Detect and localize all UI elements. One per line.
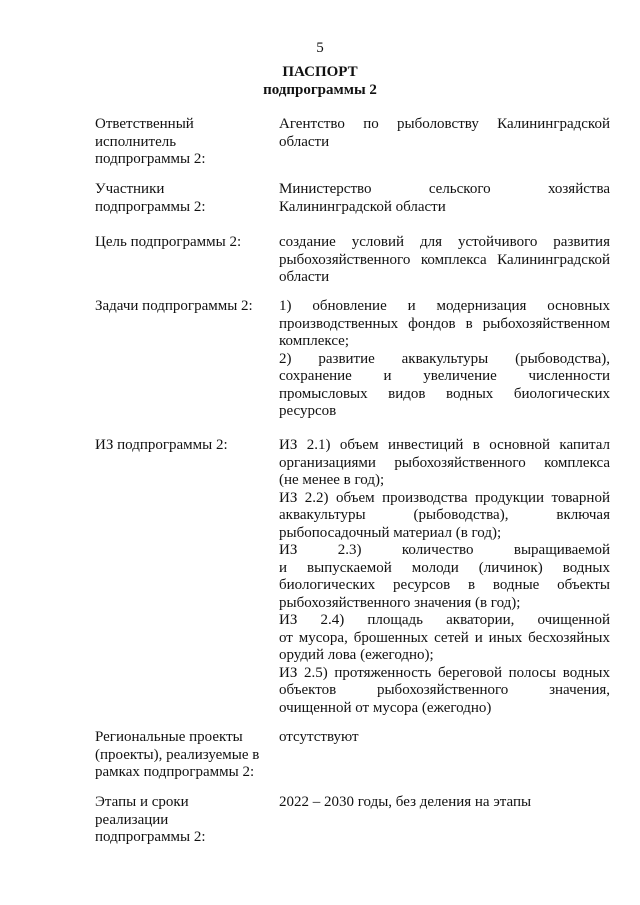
row-value bbox=[279, 729, 610, 747]
row-value bbox=[279, 116, 610, 151]
label-line: Задачи подпрограммы 2: bbox=[95, 298, 253, 314]
value-line: области bbox=[279, 269, 330, 285]
value-line: и выпускаемой молоди (личинок) водных bbox=[279, 559, 610, 576]
value-line: очищенной от мусора (ежегодно) bbox=[279, 699, 492, 716]
label-line: Региональные проекты bbox=[95, 729, 243, 745]
value-line: комплексе; bbox=[279, 333, 349, 349]
row-label bbox=[95, 234, 267, 252]
value-line: производственных фондов в рыбохозяйственном bbox=[279, 315, 610, 332]
value-line: ИЗ 2.2) объем производства продукции товарной bbox=[279, 489, 610, 506]
label-line: подпрограммы 2: bbox=[95, 151, 206, 167]
value-line: сохранение и увеличение численности bbox=[279, 368, 610, 384]
value-line: промысловых видов водных биологических bbox=[279, 385, 610, 402]
value-line: ИЗ 2.1) объем инвестиций в основной капитал bbox=[279, 437, 610, 453]
label-line: подпрограммы 2: bbox=[95, 198, 206, 215]
row-label bbox=[95, 181, 267, 216]
row-value bbox=[279, 234, 610, 287]
value-line: 2) развитие аквакультуры (рыбоводства), bbox=[279, 350, 610, 367]
value-line: от мусора, брошенных сетей и иных бесхозяйных bbox=[279, 629, 610, 646]
value-line: биологических ресурсов в водные объекты bbox=[279, 577, 610, 593]
row-label bbox=[95, 437, 267, 455]
label-line: Участники bbox=[95, 181, 165, 197]
value-line: Министерство сельского хозяйства bbox=[279, 181, 610, 197]
value-line: ресурсов bbox=[279, 403, 337, 419]
row-value bbox=[279, 794, 610, 812]
value-line: организациями рыбохозяйственного комплекса bbox=[279, 454, 610, 471]
label-line: реализации bbox=[95, 811, 169, 828]
label-line: Этапы и сроки bbox=[95, 794, 189, 810]
value-line: рыбохозяйственного значения (в год); bbox=[279, 594, 521, 611]
value-line: Калининградской области bbox=[279, 198, 446, 215]
label-line: подпрограммы 2: bbox=[95, 829, 206, 845]
row-label bbox=[95, 298, 267, 316]
value-line: создание условий для устойчивого развития bbox=[279, 234, 610, 250]
row-label bbox=[95, 116, 267, 169]
value-line: (не менее в год); bbox=[279, 472, 385, 488]
label-line: рамках подпрограммы 2: bbox=[95, 764, 255, 780]
value-line: ИЗ 2.5) протяженность береговой полосы водных bbox=[279, 664, 610, 681]
row-label bbox=[95, 729, 267, 782]
page-subtitle: подпрограммы 2 bbox=[263, 82, 377, 98]
value-line: рыбохозяйственного комплекса Калининградской bbox=[279, 251, 610, 268]
label-line: исполнитель bbox=[95, 133, 177, 150]
row-value bbox=[279, 298, 610, 421]
value-line: рыбопосадочный материал (в год); bbox=[279, 524, 502, 541]
value-line: области bbox=[279, 133, 330, 150]
value-line: аквакультуры (рыбоводства), включая bbox=[279, 507, 610, 523]
value-line: Агентство по рыболовству Калининградской bbox=[279, 116, 610, 132]
page-title: ПАСПОРТ bbox=[282, 64, 358, 80]
row-value bbox=[279, 181, 610, 216]
page-number: 5 bbox=[316, 40, 324, 56]
value-line: 2022 – 2030 годы, без деления на этапы bbox=[279, 794, 532, 810]
value-line: ИЗ 2.4) площадь акватории, очищенной bbox=[279, 612, 610, 628]
row-value bbox=[279, 437, 610, 717]
label-line: (проекты), реализуемые в bbox=[95, 746, 260, 763]
value-line: отсутствуют bbox=[279, 729, 359, 745]
label-line: Ответственный bbox=[95, 116, 194, 132]
value-line: ИЗ 2.3) количество выращиваемой bbox=[279, 542, 610, 558]
value-line: 1) обновление и модернизация основных bbox=[279, 298, 610, 314]
value-line: объектов рыбохозяйственного значения, bbox=[279, 682, 610, 698]
label-line: ИЗ подпрограммы 2: bbox=[95, 437, 228, 453]
value-line: орудий лова (ежегодно); bbox=[279, 647, 434, 663]
row-label bbox=[95, 794, 267, 847]
label-line: Цель подпрограммы 2: bbox=[95, 234, 242, 250]
